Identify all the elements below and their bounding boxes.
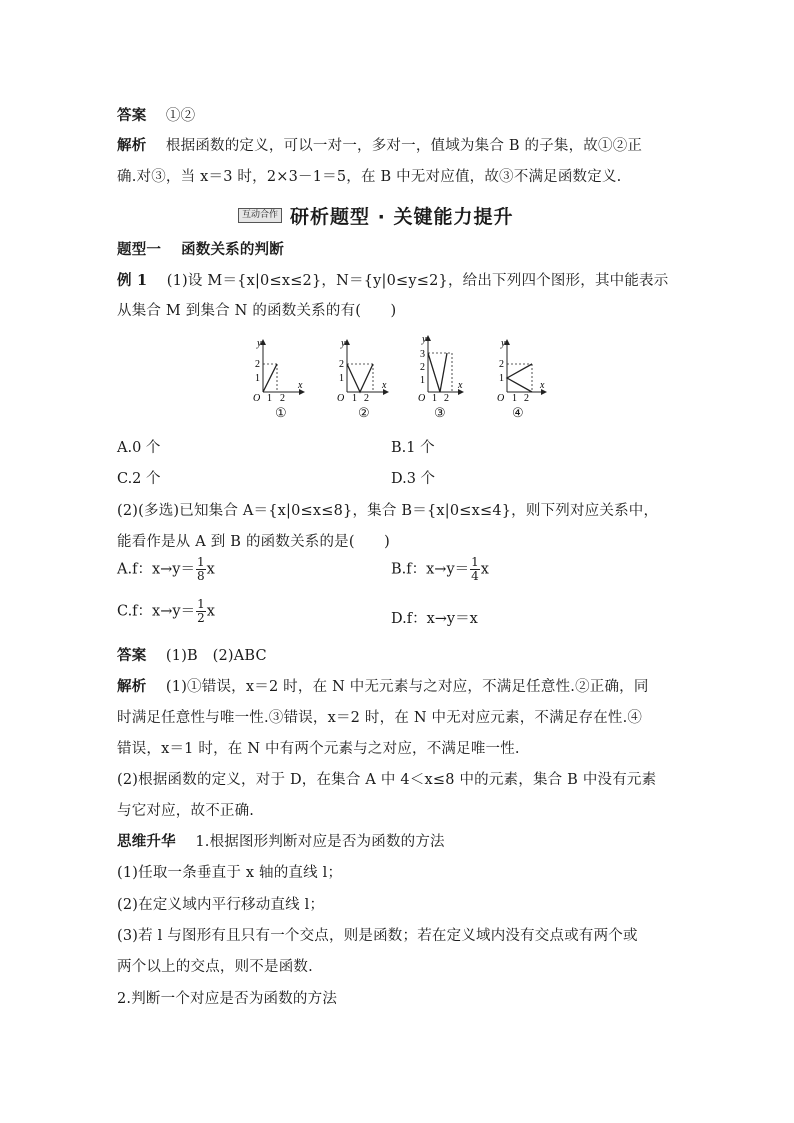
- summary-line-1: [117, 830, 445, 851]
- graph-label-1: ①: [275, 406, 287, 421]
- q2-option-a-suffix: x: [206, 561, 215, 578]
- graph-2: [337, 338, 388, 404]
- graph-3: [418, 334, 463, 404]
- answer-label: 答案: [117, 647, 147, 664]
- analysis2-line-1: [117, 675, 649, 696]
- type-title: 函数关系的判断: [181, 241, 284, 258]
- axis-x-label: x: [540, 380, 545, 391]
- example-text: (1)设 M＝{x|0≤x≤2}，N＝{y|0≤y≤2}，给出下列四个图形，其中能表示: [166, 273, 669, 289]
- option-c: C.2 个: [117, 471, 161, 487]
- tick-x-2: 2: [524, 393, 529, 404]
- analysis2-line-4: (2)根据函数的定义，对于 D，在集合 A 中 4＜x≤8 中的元素，集合 B 中没有元素: [117, 772, 657, 788]
- summary-line-3: (2)在定义域内平行移动直线 l；: [117, 897, 325, 913]
- analysis2-line-5: 与它对应，故不正确.: [117, 803, 255, 819]
- axis-y-label: y: [257, 338, 262, 349]
- example-label: 例 1: [117, 272, 148, 289]
- q2-option-b-prefix: B.f：x→y＝: [391, 561, 470, 578]
- q2-option-a-prefix: A.f：x→y＝: [117, 561, 195, 578]
- q2-option-c: [117, 598, 215, 625]
- graph-1: [253, 338, 304, 404]
- option-d: D.3 个: [391, 471, 436, 487]
- axis-x-label: x: [298, 380, 303, 391]
- origin-label: O: [497, 393, 505, 404]
- summary-line-4: (3)若 l 与图形有且只有一个交点，则是函数；若在定义域内没有交点或有两个或: [117, 928, 638, 944]
- origin-label: O: [418, 393, 426, 404]
- fraction-denominator: 2: [197, 611, 205, 625]
- graph-label-4: ④: [512, 406, 524, 421]
- tick-x-1: 1: [432, 393, 437, 404]
- fraction: [196, 598, 206, 625]
- option-b: B.1 个: [391, 440, 435, 456]
- analysis-label: 解析: [117, 678, 147, 695]
- fraction-numerator: 1: [196, 555, 205, 569]
- axis-x-label: x: [458, 380, 463, 391]
- option-a: A.0 个: [117, 440, 161, 456]
- tick-x-1: 1: [352, 393, 357, 404]
- analysis-text: (1)①错误，x＝2 时，在 N 中无元素与之对应，不满足任意性.②正确，同: [165, 679, 649, 695]
- tick-y-2: 2: [420, 362, 425, 373]
- axis-y-label: y: [422, 334, 427, 345]
- axis-y-label: y: [501, 338, 506, 349]
- analysis-text: 根据函数的定义，可以一对一，多对一，值域为集合 B 的子集，故①②正: [165, 138, 643, 154]
- fraction-numerator: 1: [471, 555, 479, 569]
- section-title: 研析题型 · 关键能力提升: [290, 206, 514, 228]
- q2-option-b-suffix: x: [480, 561, 489, 578]
- answer-label: 答案: [117, 107, 147, 124]
- q2-option-a: [117, 556, 215, 583]
- analysis2-line-3: 错误，x＝1 时，在 N 中有两个元素与之对应，不满足唯一性.: [117, 741, 520, 757]
- origin-label: O: [253, 393, 261, 404]
- fraction-denominator: 8: [196, 569, 205, 583]
- example-line-2: 从集合 M 到集合 N 的函数关系的有( ): [117, 303, 397, 319]
- axis-y-label: y: [341, 338, 346, 349]
- summary-line-5: 两个以上的交点，则不是函数.: [117, 959, 313, 975]
- answer-value: (1)B (2)ABC: [165, 648, 267, 664]
- tick-y-3: 3: [420, 349, 425, 360]
- summary-text: 1.根据图形判断对应是否为函数的方法: [195, 834, 445, 850]
- tick-y-2: 2: [339, 359, 344, 370]
- answer-value: ①②: [165, 108, 196, 124]
- answer-line-2: [117, 644, 267, 665]
- function-graphs: [0, 0, 794, 430]
- type-label: 题型一: [117, 241, 162, 258]
- tick-y-2: 2: [499, 359, 504, 370]
- fraction-denominator: 4: [471, 569, 479, 583]
- fraction: [196, 556, 206, 583]
- origin-label: O: [337, 393, 345, 404]
- tick-y-1: 1: [339, 373, 344, 384]
- tick-y-1: 1: [255, 373, 260, 384]
- graph-4: [497, 338, 546, 404]
- question2-line-1: (2)(多选)已知集合 A＝{x|0≤x≤8}，集合 B＝{x|0≤x≤4}，则下列对应关系中，: [117, 503, 659, 519]
- tick-x-1: 1: [267, 393, 272, 404]
- tick-x-2: 2: [364, 393, 369, 404]
- question2-line-2: 能看作是从 A 到 B 的函数关系的是( ): [117, 534, 390, 550]
- tick-y-1: 1: [420, 375, 425, 386]
- summary-line-2: (1)任取一条垂直于 x 轴的直线 l；: [117, 865, 343, 881]
- tick-y-2: 2: [255, 359, 260, 370]
- graph-label-3: ③: [434, 406, 446, 421]
- analysis-label: 解析: [117, 137, 147, 154]
- axis-x-label: x: [382, 380, 387, 391]
- tick-y-1: 1: [499, 373, 504, 384]
- fraction-numerator: 1: [197, 597, 205, 611]
- tick-x-2: 2: [444, 393, 449, 404]
- analysis-line-2: 确.对③，当 x＝3 时，2×3－1＝5，在 B 中无对应值，故③不满足函数定义.: [117, 169, 622, 185]
- analysis2-line-2: 时满足任意性与唯一性.③错误，x＝2 时，在 N 中无对应元素，不满足存在性.④: [117, 710, 643, 726]
- q2-option-d: D.f：x→y＝x: [391, 611, 478, 627]
- tick-x-1: 1: [512, 393, 517, 404]
- fraction: [470, 556, 480, 583]
- tick-x-2: 2: [280, 393, 285, 404]
- q2-option-c-prefix: C.f：x→y＝: [117, 603, 196, 620]
- summary-line-6: 2.判断一个对应是否为函数的方法: [117, 991, 338, 1007]
- graph-label-2: ②: [358, 406, 370, 421]
- q2-option-c-suffix: x: [206, 603, 215, 620]
- section-tag: 互动合作: [238, 208, 282, 223]
- summary-label: 思维升华: [117, 833, 176, 850]
- q2-option-b: [391, 556, 489, 583]
